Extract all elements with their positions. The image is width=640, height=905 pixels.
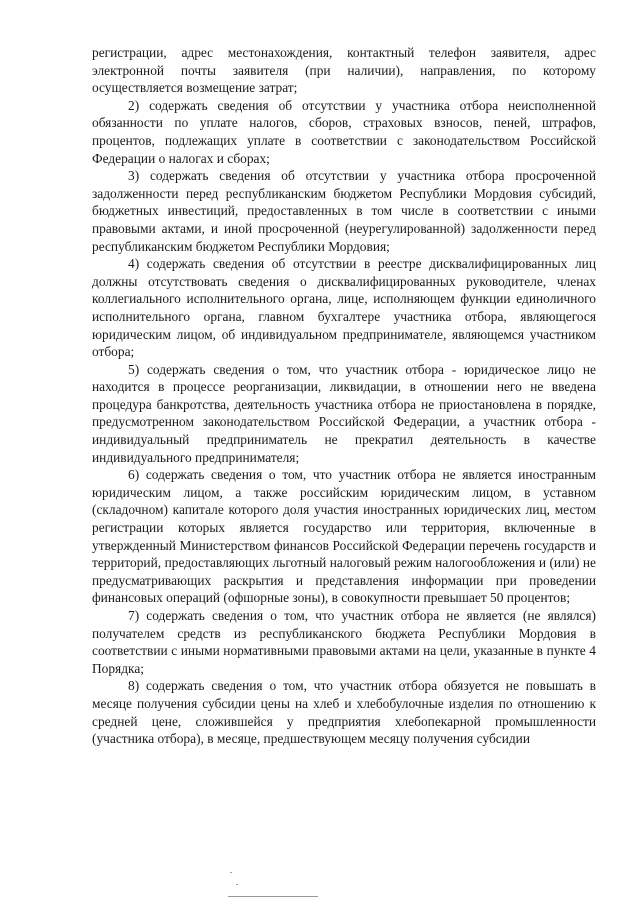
paragraph-item-8: 8) содержать сведения о том, что участник отбора обязуется не повышать в месяце получения субсидии цены на хлеб и хлебобулочные изделия по отношению к средней цене, сложившейся у предприятия хлебопекарной промышленности (участника отбора), в месяце, предшествующем месяцу получения субсидии: [92, 678, 596, 747]
paragraph-item-7: 7) содержать сведения о том, что участник отбора не является (не являлся) получателем средств из республиканского бюджета Республики Мордовия в соответствии с иными нормативными правовыми актами на цели, указанные в пункте 4 Порядка;: [92, 608, 596, 676]
paragraph-item-6: 6) содержать сведения о том, что участник отбора не является иностранным юридическим лицом, а также российским юридическим лицом, в уставном (складочном) капитале которого доля участия иностранных юридических лиц, местом регистрации которых является государство или территория, включенные в утвержденный Министерством финансов Российской Федерации перечень государств и территорий, предоставляющих льготный налоговый режим налогообложения и (или) не предусматривающих раскрытия и представления информации при проведении финансовых операций (офшорные зоны), в совокупности превышает 50 процентов;: [92, 467, 596, 606]
document-body: [92, 44, 596, 748]
paragraph-item-4: 4) содержать сведения об отсутствии в реестре дисквалифицированных лиц должны отсутствовать сведения о дисквалифицированных руководителе, членах коллегиального исполнительного органа, лице, исполняющем функции единоличного исполнительного органа, главном бухгалтере участника отбора, являющегося юридическим лицом, об индивидуальном предпринимателе, являющемся участником отбора;: [92, 256, 596, 360]
scan-artifact-line: [228, 896, 318, 897]
paragraph-continuation: регистрации, адрес местонахождения, контактный телефон заявителя, адрес электронной почты заявителя (при наличии), направления, по которому осуществляется возмещение затрат;: [92, 45, 596, 96]
paragraph-item-2: 2) содержать сведения об отсутствии у участника отбора неисполненной обязанности по уплате налогов, сборов, страховых взносов, пеней, штрафов, процентов, подлежащих уплате в соответствии с законодательством Российской Федерации о налогах и сборах;: [92, 97, 596, 166]
scan-artifact: [230, 872, 232, 873]
scan-artifact: [236, 884, 238, 885]
paragraph-item-5: 5) содержать сведения о том, что участник отбора - юридическое лицо не находится в процессе реорганизации, ликвидации, в отношении него не введена процедура банкротства, деятельность участника отбора не приостановлена в порядке, предусмотренном законодательством Российской Федерации, а участник отбора - индивидуальный предприниматель не прекратил деятельность в качестве индивидуального предпринимателя;: [92, 361, 596, 465]
paragraph-item-3: 3) содержать сведения об отсутствии у участника отбора просроченной задолженности перед республиканским бюджетом Республики Мордовия субсидий, бюджетных инвестиций, предоставленных в том числе в соответствии с иными правовыми актами, и иной просроченной (неурегулированной) задолженности перед республиканским бюджетом Республики Мордовия;: [92, 168, 596, 254]
